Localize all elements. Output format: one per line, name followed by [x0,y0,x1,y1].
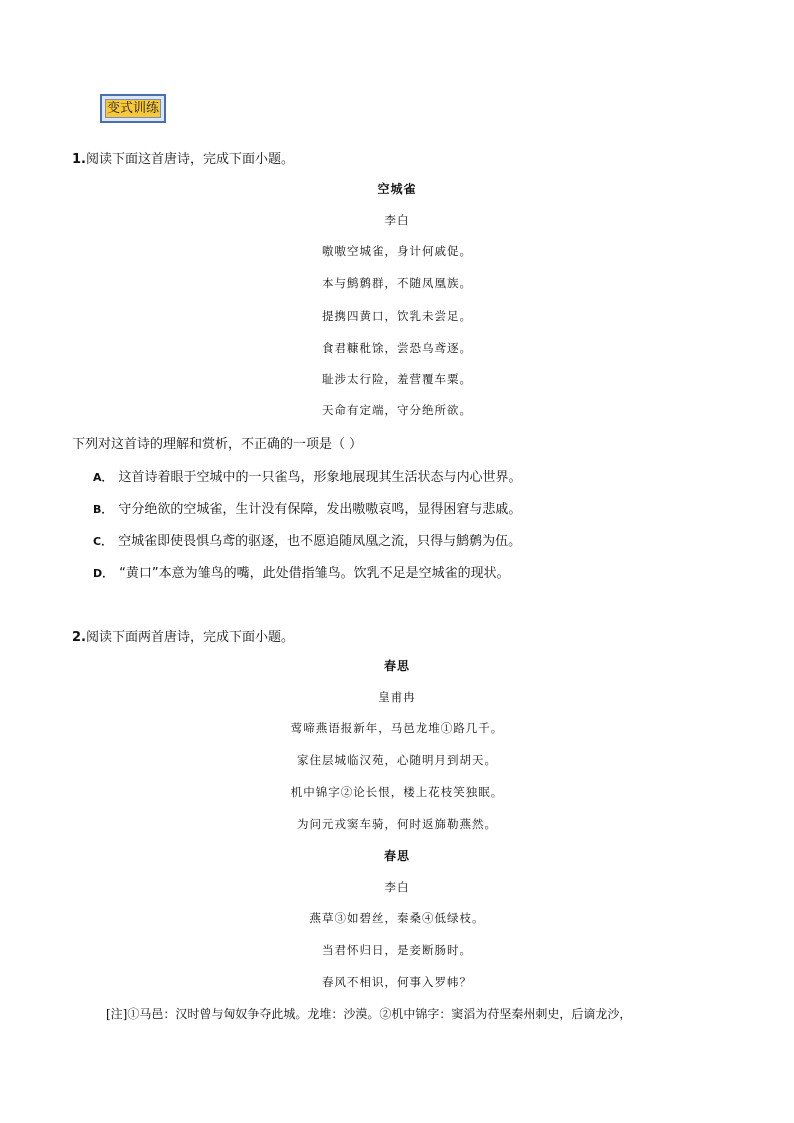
q1-poem-line: 耻涉太行险，羞营覆车粟。 [322,372,472,386]
option-text: “黄口”本意为雏鸟的嘴，此处借指雏鸟。饮乳不足是空城雀的现状。 [119,566,510,581]
q2-poem1-title: 春思 [383,659,410,673]
q2-poem1-line: 机中锦字②论长恨，楼上花枝笑独眠。 [290,785,504,799]
option-letter: D． [93,567,114,580]
q2-poem2-line: 当君怀归日，是妾断肠时。 [322,943,472,957]
q2-poem2-title: 春思 [383,849,410,863]
q1-prompt-text: 阅读下面这首唐诗，完成下面小题。 [85,152,294,167]
q2-poem2-author: 李白 [384,880,410,894]
option-text: 守分绝欲的空城雀，生计没有保障，发出嗷嗷哀鸣，显得困窘与悲戚。 [118,502,522,517]
q2-prompt [72,626,294,645]
option-text: 空城雀即使畏惧乌鸢的驱逐，也不愿追随凤凰之流，只得与鹪鹩为伍。 [118,534,522,549]
q1-poem-line: 提携四黄口，饮乳未尝足。 [322,309,472,323]
q1-poem-line: 本与鹪鹩群，不随凤凰族。 [322,276,472,290]
option-text: 这首诗着眼于空城中的一只雀鸟，形象地展现其生活状态与内心世界。 [118,470,522,485]
q1-option-a [93,466,522,485]
q1-prompt [72,148,294,167]
q2-number: 2. [72,630,86,645]
q2-annotation-note: [注]①马邑：汉时曾与匈奴争夺此城。龙堆：沙漠。②机中锦字：窦滔为苻坚秦州刺史，后谪龙沙， [106,1007,632,1021]
q1-option-d [93,562,510,581]
q1-option-c [93,530,521,549]
option-letter: B． [93,503,113,516]
q1-poem-line: 食君糠秕馀，尝恐乌鸢逐。 [322,341,472,355]
q1-option-b [93,498,521,517]
q1-poem-author: 李白 [384,213,410,227]
q2-prompt-text: 阅读下面两首唐诗，完成下面小题。 [85,630,294,645]
q2-poem1-line: 莺啼燕语报新年，马邑龙堆①路几千。 [290,721,504,735]
option-letter: C． [93,535,113,548]
q2-poem1-line: 家住层城临汉苑，心随明月到胡天。 [297,753,497,767]
q1-poem-line: 嗷嗷空城雀，身计何戚促。 [322,244,472,258]
q2-poem2-line: 春风不相识，何事入罗帏？ [322,975,472,989]
q1-question: 下列对这首诗的理解和赏析，不正确的一项是（ ） [72,437,363,452]
q2-poem1-line: 为问元戎窦车骑，何时返旆勒燕然。 [297,817,497,831]
q1-number: 1. [72,152,86,167]
section-badge-frame [100,94,166,123]
section-badge: 变式训练 [106,101,159,116]
q2-poem2-line: 燕草③如碧丝，秦桑④低绿枝。 [309,911,485,925]
q1-poem-title: 空城雀 [377,182,417,196]
option-letter: A． [93,471,113,484]
q1-poem-line: 天命有定端，守分绝所欲。 [322,403,472,417]
q2-poem1-author: 皇甫冉 [378,690,416,704]
